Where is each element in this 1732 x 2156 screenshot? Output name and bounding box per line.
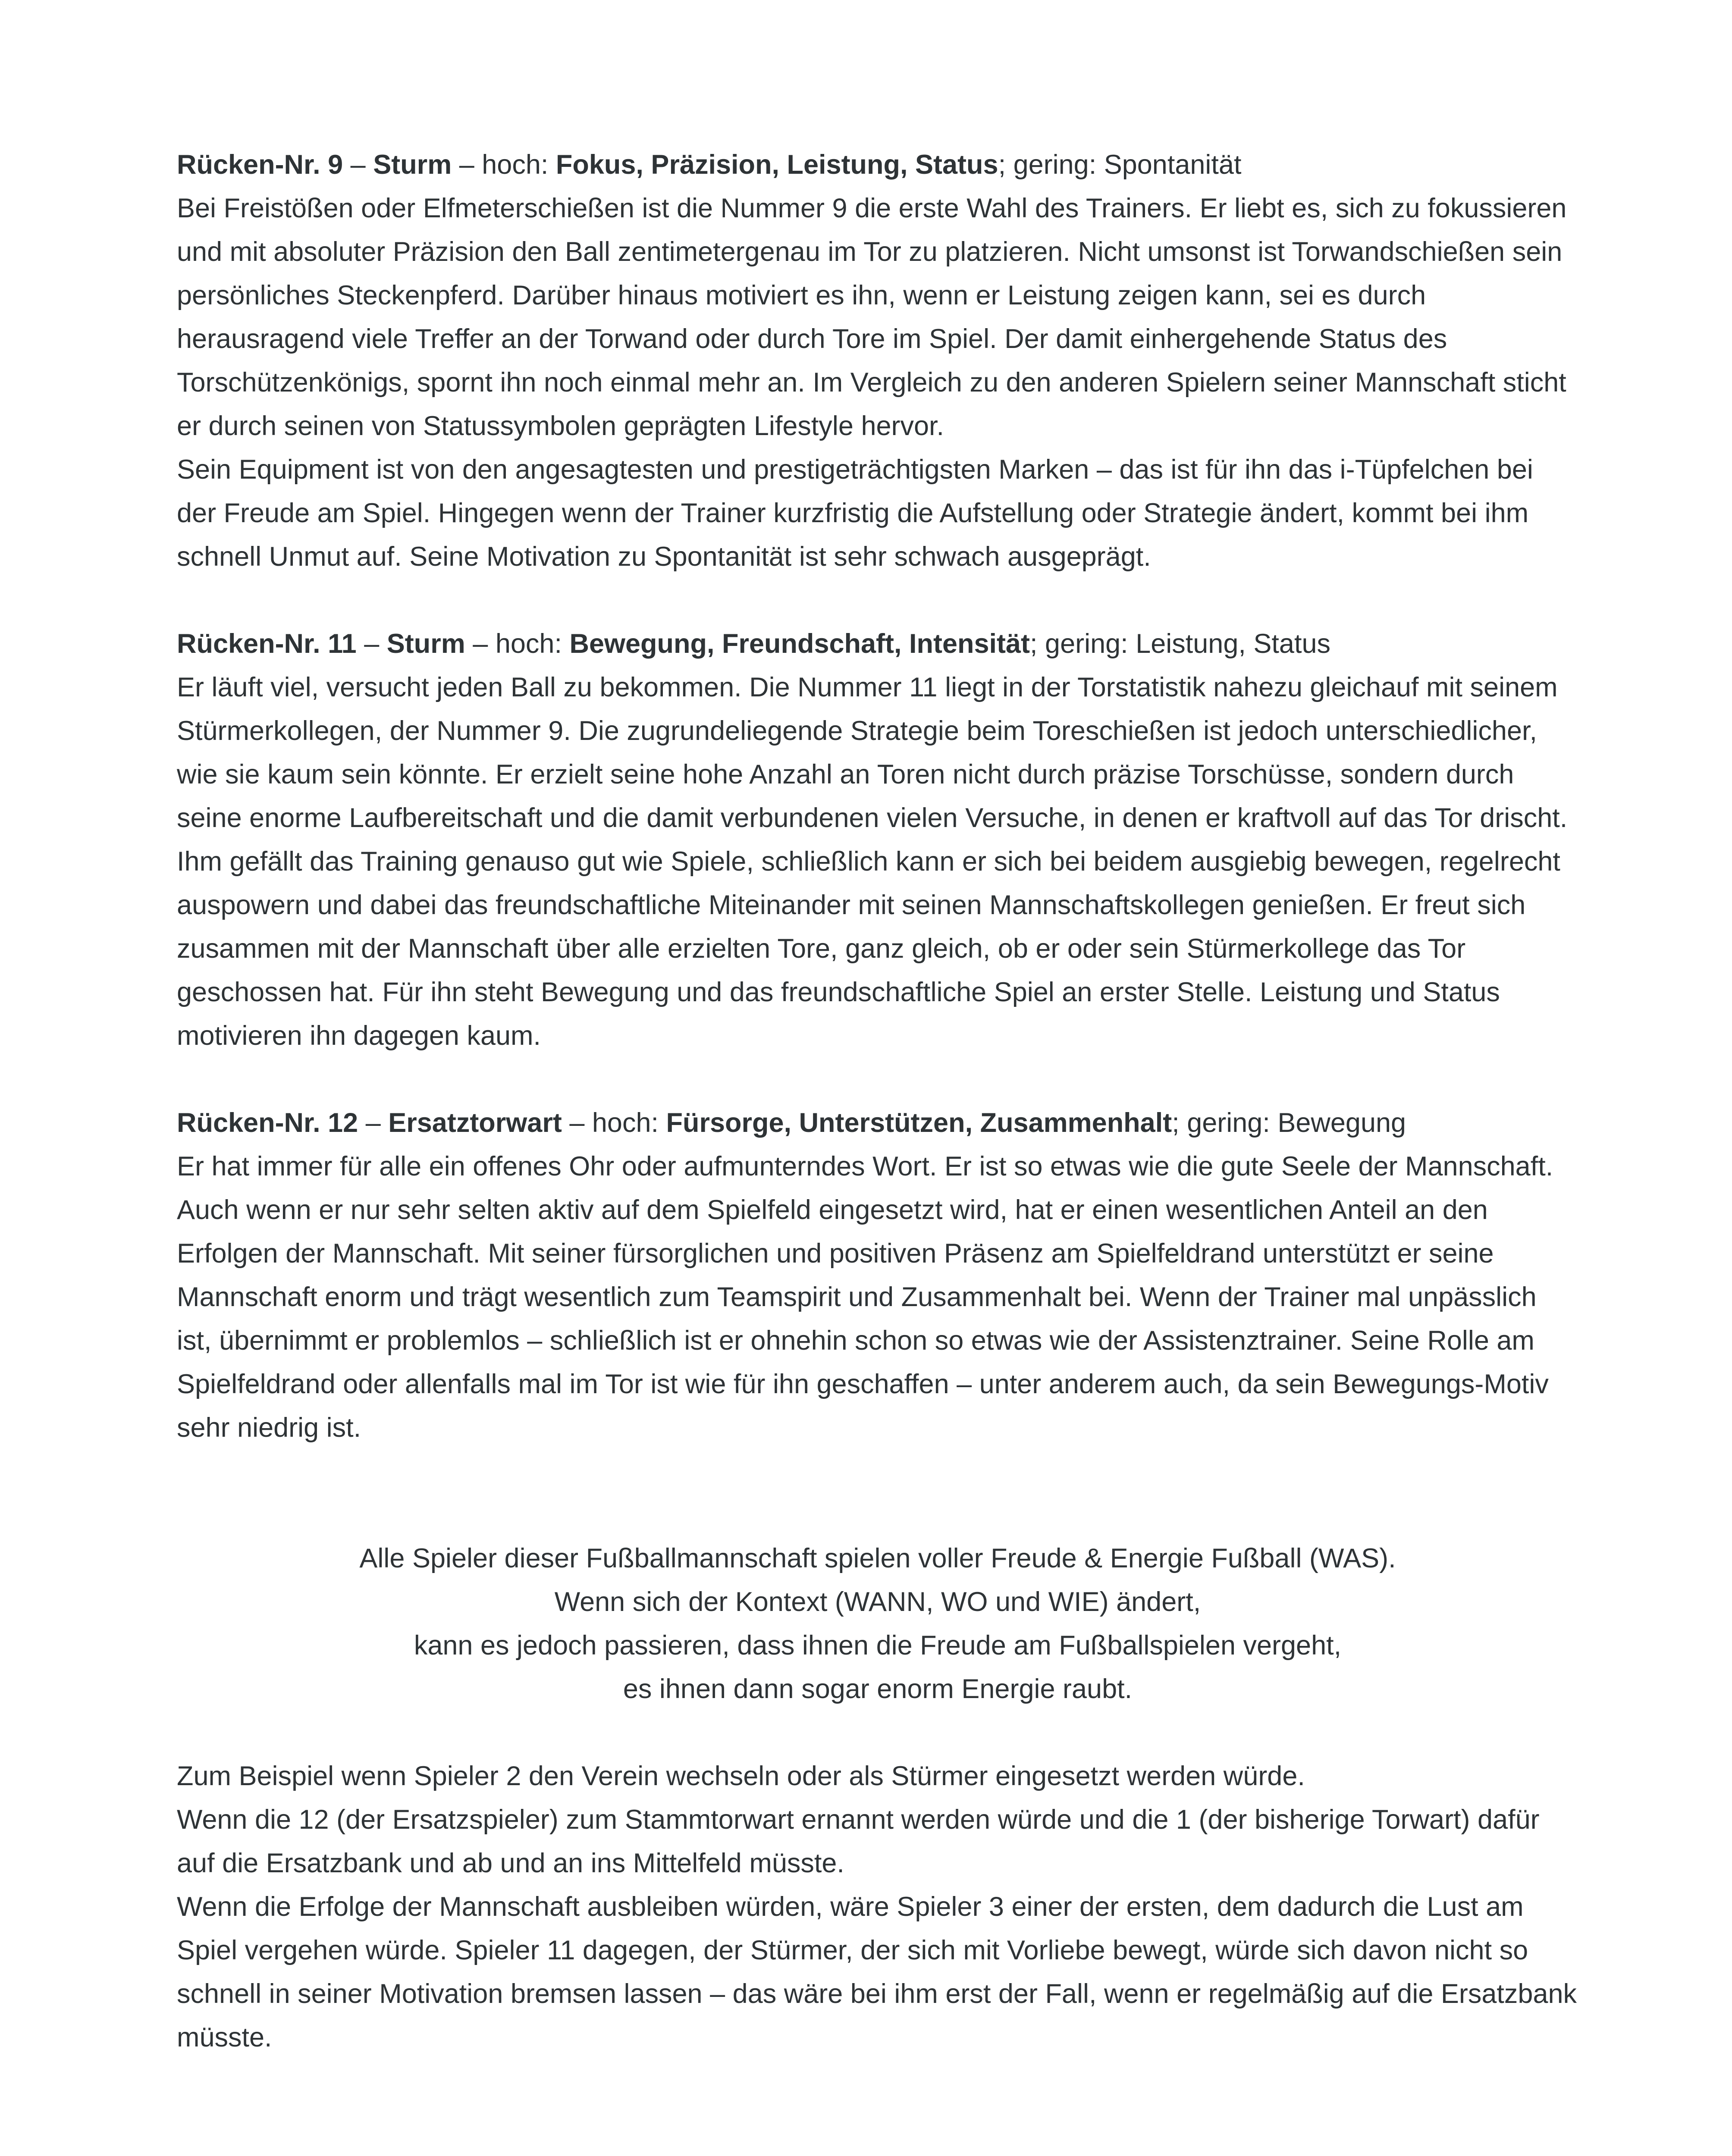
example-paragraph: Wenn die Erfolge der Mannschaft ausbleiben würden, wäre Spieler 3 einer der ersten, dem dadurch die Lust am Spiel vergehen würde. Spieler 11 dagegen, der Stürmer, der sich mit Vorliebe bewegt, würde sich davon nicht so schnell in seiner Motivation bremsen lassen – das wäre bei ihm erst der Fall, wenn er regelmäßig auf die Ersatzbank müsste. (177, 1892, 1577, 2053)
low-motives: Leistung, Status (1136, 629, 1330, 659)
centered-line: Wenn sich der Kontext (WANN, WO und WIE) ändert, (554, 1587, 1201, 1617)
section-paragraph: Er läuft viel, versucht jeden Ball zu bekommen. Die Nummer 11 liegt in der Torstatistik nahezu gleichauf mit seinem Stürmerkollegen, der Nummer 9. Die zugrundeliegende Strategie beim Toreschießen ist jedoch unterschiedlicher, wie sie kaum sein könnte. Er erzielt seine hohe Anzahl an Toren nicht durch präzise Torschüsse, sondern durch seine enorme Laufbereitschaft und die damit verbundenen vielen Versuche, in denen er kraftvoll auf das Tor drischt. Ihm gefällt das Training genauso gut wie Spiele, schließlich kann er sich bei beidem ausgiebig bewegen, regelrecht auspowern und dabei das freundschaftliche Miteinander mit seinen Mannschaftskollegen genießen. Er freut sich zusammen mit der Mannschaft über alle erzielten Tore, ganz gleich, ob er oder sein Stürmerkollege das Tor geschossen hat. Für ihn steht Bewegung und das freundschaftliche Spiel an erster Stelle. Leistung und Status motivieren ihn dagegen kaum. (177, 672, 1568, 1051)
example-paragraph: Wenn die 12 (der Ersatzspieler) zum Stammtorwart ernannt werden würde und die 1 (der bisherige Torwart) dafür auf die Ersatzbank und ab und an ins Mittelfeld müsste. (177, 1805, 1540, 1878)
centered-line: kann es jedoch passieren, dass ihnen die Freude am Fußballspielen vergeht, (414, 1630, 1342, 1661)
conclusion-statement (177, 2152, 1578, 2156)
centered-line: Alle Spieler dieser Fußballmannschaft spielen voller Freude & Energie Fußball (WAS). (359, 1543, 1396, 1573)
jersey-number: Rücken-Nr. 11 (177, 629, 357, 659)
centered-statement (177, 1537, 1578, 1711)
high-motives: Bewegung, Freundschaft, Intensität (569, 629, 1030, 659)
page-body (177, 143, 1578, 2059)
high-motives: Fokus, Präzision, Leistung, Status (555, 150, 998, 180)
player-position: Sturm (373, 150, 452, 180)
jersey-number: Rücken-Nr. 9 (177, 150, 343, 180)
player-section-9 (177, 143, 1578, 579)
section-paragraph: Er hat immer für alle ein offenes Ohr oder aufmunterndes Wort. Er ist so etwas wie die gute Seele der Mannschaft. Auch wenn er nur sehr selten aktiv auf dem Spielfeld eingesetzt wird, hat er einen wesentlichen Anteil an den Erfolgen der Mannschaft. Mit seiner fürsorglichen und positiven Präsenz am Spielfeldrand unterstützt er seine Mannschaft enorm und trägt wesentlich zum Teamspirit und Zusammenhalt bei. Wenn der Trainer mal unpässlich ist, übernimmt er problemlos – schließlich ist er ohnehin schon so etwas wie der Assistenztrainer. Seine Rolle am Spielfeldrand oder allenfalls mal im Tor ist wie für ihn geschaffen – unter anderem auch, da sein Bewegungs-Motiv sehr niedrig ist. (177, 1151, 1553, 1443)
section-heading: Rücken-Nr. 12 – Ersatztorwart – hoch: Fürsorge, Unterstützen, Zusammenhalt; gering: Bewegung (177, 1108, 1406, 1138)
low-motives: Spontanität (1104, 150, 1242, 180)
examples-block (177, 1755, 1578, 2059)
section-paragraph: Bei Freistößen oder Elfmeterschießen ist die Nummer 9 die erste Wahl des Trainers. Er liebt es, sich zu fokussieren und mit absoluter Präzision den Ball zentimetergenau im Tor zu platzieren. Nicht umsonst ist Torwandschießen sein persönliches Steckenpferd. Darüber hinaus motiviert es ihn, wenn er Leistung zeigen kann, sei es durch herausragend viele Treffer an der Torwand oder durch Tore im Spiel. Der damit einhergehende Status des Torschützenkönigs, spornt ihn noch einmal mehr an. Im Vergleich zu den anderen Spielern seiner Mannschaft sticht er durch seinen von Statussymbolen geprägten Lifestyle hervor. (177, 193, 1567, 441)
player-position: Ersatztorwart (388, 1108, 562, 1138)
jersey-number: Rücken-Nr. 12 (177, 1108, 358, 1138)
section-heading: Rücken-Nr. 11 – Sturm – hoch: Bewegung, Freundschaft, Intensität; gering: Leistung, Status (177, 629, 1330, 659)
high-motives: Fürsorge, Unterstützen, Zusammenhalt (666, 1108, 1172, 1138)
section-heading: Rücken-Nr. 9 – Sturm – hoch: Fokus, Präzision, Leistung, Status; gering: Spontanität (177, 150, 1242, 180)
example-paragraph: Zum Beispiel wenn Spieler 2 den Verein wechseln oder als Stürmer eingesetzt werden würde. (177, 1761, 1305, 1791)
section-paragraph: Sein Equipment ist von den angesagtesten und prestigeträchtigsten Marken – das ist für ihn das i-Tüpfelchen bei der Freude am Spiel. Hingegen wenn der Trainer kurzfristig die Aufstellung oder Strategie ändert, kommt bei ihm schnell Unmut auf. Seine Motivation zu Spontanität ist sehr schwach ausgeprägt. (177, 454, 1533, 572)
player-position: Sturm (386, 629, 465, 659)
player-section-11 (177, 622, 1578, 1058)
low-motives: Bewegung (1277, 1108, 1406, 1138)
player-section-12 (177, 1101, 1578, 1450)
centered-line: es ihnen dann sogar enorm Energie raubt. (623, 1674, 1133, 1704)
